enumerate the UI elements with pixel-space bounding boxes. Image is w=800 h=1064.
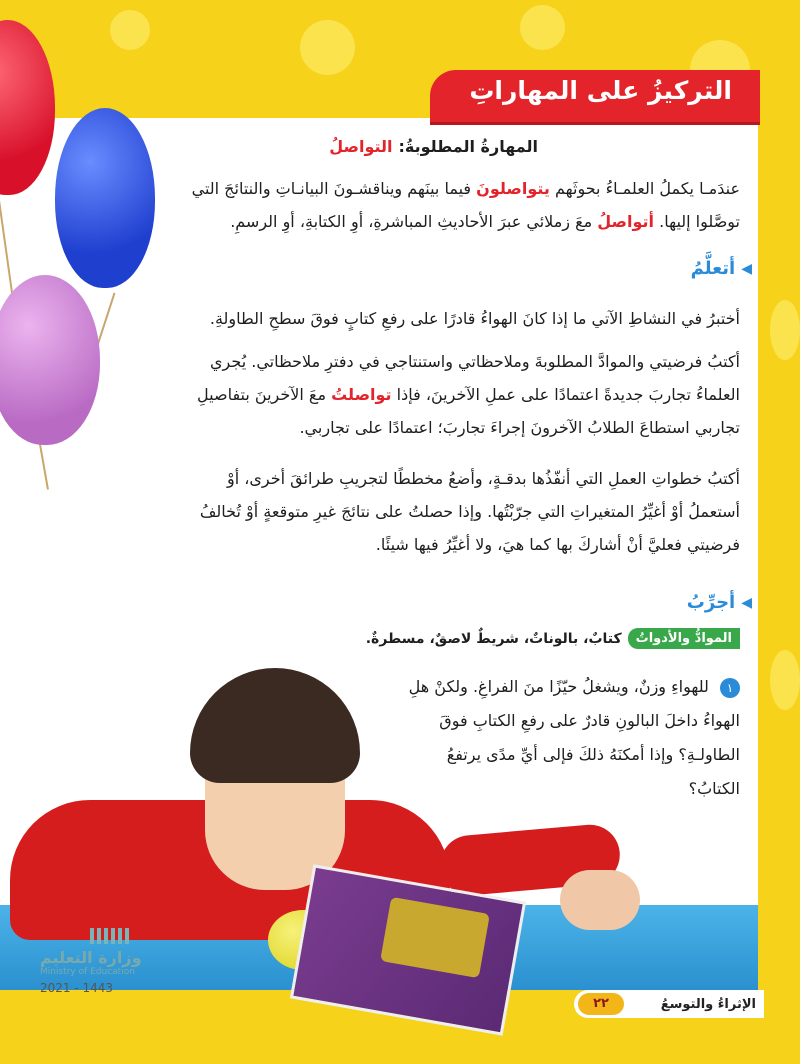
learn-paragraph-3 <box>60 462 740 561</box>
triangle-icon: ◀ <box>741 260 752 277</box>
paragraph-line: أختبرُ في النشاطِ الآتي ما إذا كانَ الهواءُ قادرًا على رفعِ كتابٍ فوقَ سطحِ الطاولةِ. <box>209 309 740 328</box>
ministry-name: وزارة التعليم <box>40 948 142 967</box>
materials-badge: الموادُّ والأدواتُ <box>628 628 740 649</box>
try-heading-text: أجرِّبُ <box>686 592 736 613</box>
triangle-icon: ◀ <box>741 594 752 611</box>
step-1 <box>360 670 740 806</box>
step-number-badge: ١ <box>720 678 740 698</box>
edition-year: 2021 - 1443 <box>40 981 114 995</box>
intro-text: توصَّلوا إليها. <box>659 212 740 231</box>
page-number: ٢٢ <box>578 993 624 1015</box>
learn-paragraph-1 <box>60 302 740 335</box>
learn-heading-text: أتعلَّمُ <box>690 258 736 279</box>
section-header <box>430 70 760 122</box>
paragraph-text: العلماءُ تجاربَ جديدةً اعتمادًا على عملِ الآخرينَ، فإذا <box>396 385 740 404</box>
step-text: للهواءِ وزنٌ، ويشغلُ حيّزًا منَ الفراغِ. ولكنْ هلِ <box>408 677 709 696</box>
learn-paragraph-2 <box>60 345 740 444</box>
ministry-logo <box>40 948 160 995</box>
step-text: الهواءُ داخلَ البالونِ قادرٌ على رفعِ الكتابِ فوقَ <box>439 711 740 730</box>
page-title: التركيزُ على المهاراتِ <box>469 76 732 105</box>
intro-text: فيما بينَهم ويناقشـونَ البيانـاتِ والنتائجَ التي <box>191 179 472 198</box>
ministry-logo-grid-icon <box>90 928 130 944</box>
step-text: الكتابُ؟ <box>688 779 740 798</box>
paragraph-keyword: تواصلتُ <box>331 385 392 404</box>
footer-section-label: الإثراءُ والتوسعُ <box>660 996 756 1012</box>
intro-keyword: يتواصلونَ <box>476 179 550 198</box>
paragraph-line: أكتبُ خطواتِ العملِ التي أنفّذُها بدقـةٍ، وأضعُ مخططًا لتجريبِ طرائقَ أخرى، أوْ <box>226 469 740 488</box>
intro-text: عندَمـا يكملُ العلمـاءُ بحوثَهم <box>554 179 740 198</box>
step-text: الطاولـةِ؟ وإذا أمكنَهُ ذلكَ فإلى أيِّ مدًى يرتفعُ <box>446 745 740 764</box>
paragraph-line: أكتبُ فرضيتي والموادَّ المطلوبةَ وملاحظاتي واستنتاجي في دفترِ ملاحظاتي. يُجري <box>210 352 740 371</box>
paragraph-line: تجاربي استطاعَ الطلابُ الآخرونَ إجراءَ تجاربَ؛ اعتمادًا على تجاربي. <box>299 418 740 437</box>
paragraph-line: فرضيتي فعليَّ أنْ أشاركَ بها كما هيَ، ولا أغيِّرُ فيها شيئًا. <box>375 535 740 554</box>
boy-hand <box>560 870 640 930</box>
paragraph-line: أستعملُ أوْ أغيِّرُ المتغيراتِ التي جرّبْتُها. وإذا حصلتُ على نتائجَ غيرِ متوقعةٍ أوْ تُخالفُ <box>199 502 740 521</box>
skill-label: المهارةُ المطلوبةُ: <box>398 137 538 156</box>
materials-list: كتابٌ، بالوناتٌ، شريطٌ لاصقٌ، مسطرةٌ. <box>365 630 622 647</box>
intro-paragraph <box>140 172 740 238</box>
intro-keyword: أتواصلُ <box>597 212 655 231</box>
skill-name: التواصلُ <box>329 137 393 156</box>
skill-line <box>329 137 538 156</box>
learn-heading <box>691 258 752 279</box>
intro-text: معَ زملائي عبرَ الأحاديثِ المباشرةِ، أوِ الكتابةِ، أوِ الرسمِ. <box>230 212 593 231</box>
materials-row <box>366 628 740 649</box>
try-heading <box>687 592 752 613</box>
ministry-subtitle: Ministry of Education <box>40 967 135 977</box>
paragraph-text: معَ الآخرينَ بتفاصيلِ <box>197 385 327 404</box>
